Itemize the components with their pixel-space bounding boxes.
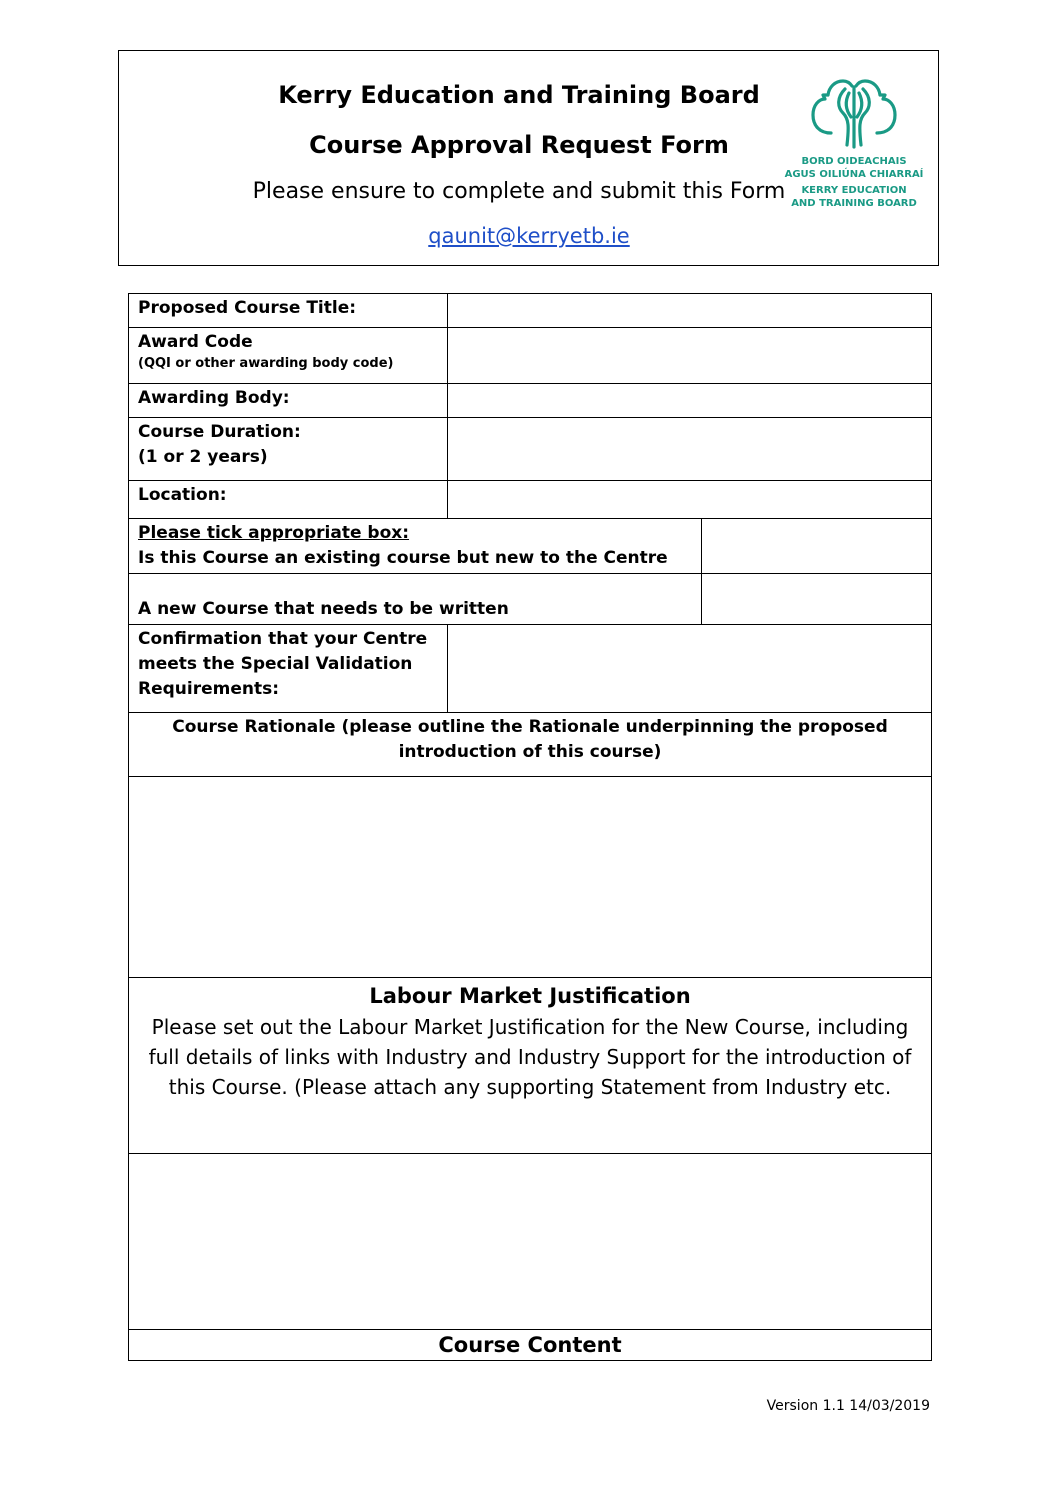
table-row	[129, 777, 932, 978]
logo-text-english-line-2: AND TRAINING BOARD	[791, 198, 917, 209]
table-row	[129, 481, 932, 519]
table-row	[129, 1154, 932, 1330]
duration-label: Course Duration:	[138, 422, 301, 442]
location-label: Location:	[129, 481, 448, 519]
table-row	[129, 978, 932, 1154]
table-row	[129, 384, 932, 418]
course-content-heading: Course Content	[129, 1330, 932, 1361]
table-row	[129, 294, 932, 328]
logo-text-irish	[779, 155, 929, 181]
labour-market-field[interactable]	[129, 1154, 932, 1330]
confirmation-label: Confirmation that your Centre meets the Special Validation Requirements:	[129, 625, 448, 713]
labour-heading: Labour Market Justification	[369, 984, 691, 1008]
location-field[interactable]	[448, 481, 932, 519]
award-code-label-cell	[129, 328, 448, 384]
duration-note: (1 or 2 years)	[138, 447, 268, 467]
organisation-title: Kerry Education and Training Board	[278, 81, 760, 109]
tick-box-existing[interactable]	[702, 519, 932, 574]
confirmation-field[interactable]	[448, 625, 932, 713]
tick-new-cell	[129, 574, 702, 625]
logo-text-english-line-1: KERRY EDUCATION	[801, 185, 907, 196]
labour-body: Please set out the Labour Market Justification for the New Course, including full details of links with Industry and Industry Support for the introduction of this Course. (Please attach any supporting Statement from Industry etc.	[148, 1015, 912, 1099]
logo-text-english	[779, 184, 929, 210]
email-link[interactable]: qaunit@kerryetb.ie	[428, 224, 630, 248]
form-header	[118, 50, 939, 266]
table-row	[129, 519, 932, 574]
award-code-note: (QQI or other awarding body code)	[138, 356, 394, 371]
course-title-label: Proposed Course Title:	[129, 294, 448, 328]
logo-text-irish-line-2: AGUS OILIÚNA CHIARRAÍ	[784, 169, 924, 180]
tick-option-new: A new Course that needs to be written	[138, 599, 509, 619]
awarding-body-label: Awarding Body:	[129, 384, 448, 418]
tick-heading: Please tick appropriate box:	[138, 523, 410, 543]
submission-instruction: Please ensure to complete and submit this Form	[252, 179, 786, 204]
table-row	[129, 574, 932, 625]
course-approval-table	[128, 293, 932, 1361]
rationale-field[interactable]	[129, 777, 932, 978]
table-row	[129, 418, 932, 481]
table-row	[129, 713, 932, 777]
table-row	[129, 625, 932, 713]
awarding-body-field[interactable]	[448, 384, 932, 418]
duration-field[interactable]	[448, 418, 932, 481]
course-title-field[interactable]	[448, 294, 932, 328]
version-label: Version 1.1 14/03/2019	[766, 1398, 930, 1414]
award-code-field[interactable]	[448, 328, 932, 384]
table-row	[129, 328, 932, 384]
tick-option-existing: Is this Course an existing course but new to the Centre	[138, 548, 668, 568]
award-code-label: Award Code	[138, 332, 253, 352]
table-row	[129, 1330, 932, 1361]
logo-text-irish-line-1: BORD OIDEACHAIS	[801, 156, 907, 167]
tick-box-new[interactable]	[702, 574, 932, 625]
form-title: Course Approval Request Form	[309, 131, 729, 159]
duration-label-cell	[129, 418, 448, 481]
tick-existing-cell	[129, 519, 702, 574]
labour-market-cell	[129, 978, 932, 1154]
rationale-heading: Course Rationale (please outline the Rationale underpinning the proposed introduction of this course)	[129, 713, 932, 777]
